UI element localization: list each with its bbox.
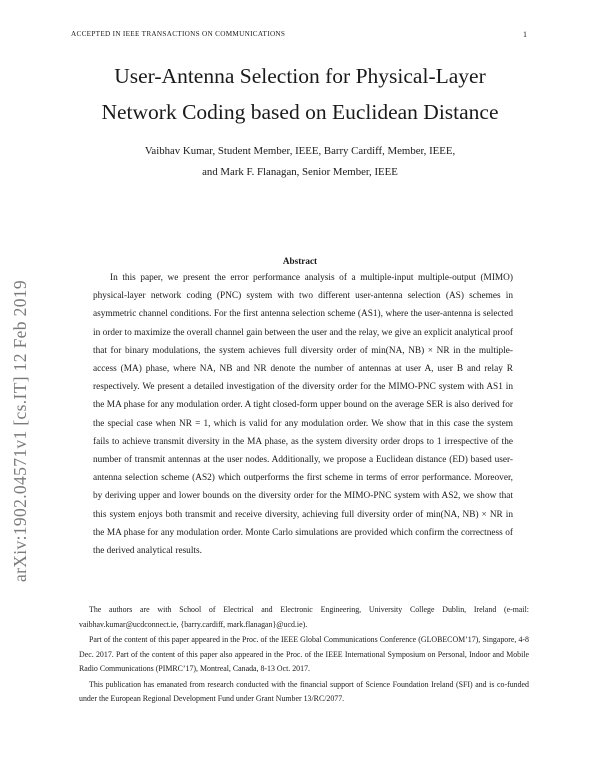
footnote-prior-publication: Part of the content of this paper appeared in the Proc. of the IEEE Global Communications Conference (GLOBECOM’17), Singapore, 4-8 Dec. 2017. Part of the content of this paper also appeared in the Proc. of the IEEE International Symposium on Personal, Indoor and Mobile Radio Communications (PIMRC’17), Montreal, Canada, 8-13 Oct. 2017.	[79, 635, 529, 674]
author-line-2: and Mark F. Flanagan, Senior Member, IEEE	[202, 166, 398, 178]
author-block	[60, 141, 540, 183]
title-line-2: Network Coding based on Euclidean Distance	[101, 100, 499, 124]
arxiv-identifier-stamp: arXiv:1902.04571v1 [cs.IT] 12 Feb 2019	[10, 279, 30, 582]
footnote-funding: This publication has emanated from research conducted with the financial support of Science Foundation Ireland (SFI) and is co-funded under the European Regional Development Fund under Grant Number 13/RC/2077.	[79, 679, 529, 704]
page-number: 1	[523, 30, 527, 39]
running-header: ACCEPTED IN IEEE TRANSACTIONS ON COMMUNICATIONS	[71, 30, 286, 38]
footnotes	[79, 603, 529, 708]
author-line-1: Vaibhav Kumar, Student Member, IEEE, Barry Cardiff, Member, IEEE,	[144, 145, 456, 157]
abstract-body: In this paper, we present the error performance analysis of a multiple-input multiple-output (MIMO) physical-layer network coding (PNC) system with two different user-antenna selection (AS) schemes in asymmetric channel conditions. For the first antenna selection scheme (AS1), where the user-antenna is selected in order to maximize the overall channel gain between the user and the relay, we give an explicit analytical proof that for binary modulations, the system achieves full diversity order of min(NA, NB) × NR in the multiple-access (MA) phase, where NA, NB and NR denote the number of antennas at user A, user B and relay R respectively. We present a detailed investigation of the diversity order for the MIMO-PNC system with AS1 in the MA phase for any modulation order. A tight closed-form upper bound on the average SER is also derived for the special case when NR = 1, which is valid for any modulation order. We show that in this case the system fails to achieve transmit diversity in the MA phase, as the system diversity order drops to 1 irrespective of the number of transmit antennas at the user nodes. Additionally, we propose a Euclidean distance (ED) based user-antenna selection scheme (AS2) which outperforms the first scheme in terms of error performance. Moreover, by deriving upper and lower bounds on the diversity order for the MIMO-PNC system with AS2, we show that this system enjoys both transmit and receive diversity, achieving full diversity order of min(NA, NB) × NR in the MA phase for any modulation order. Monte Carlo simulations are provided which confirm the correctness of the derived analytical results.	[93, 273, 513, 557]
footnote-affiliation: The authors are with School of Electrical and Electronic Engineering, University College Dublin, Ireland (e-mail: vaibhav.kumar@ucdconnect.ie, {barry.cardiff, mark.flanagan}@ucd.ie).	[79, 605, 529, 629]
title-line-1: User-Antenna Selection for Physical-Layer	[114, 64, 486, 88]
paper-title	[60, 58, 540, 130]
abstract-heading: Abstract	[282, 256, 318, 266]
